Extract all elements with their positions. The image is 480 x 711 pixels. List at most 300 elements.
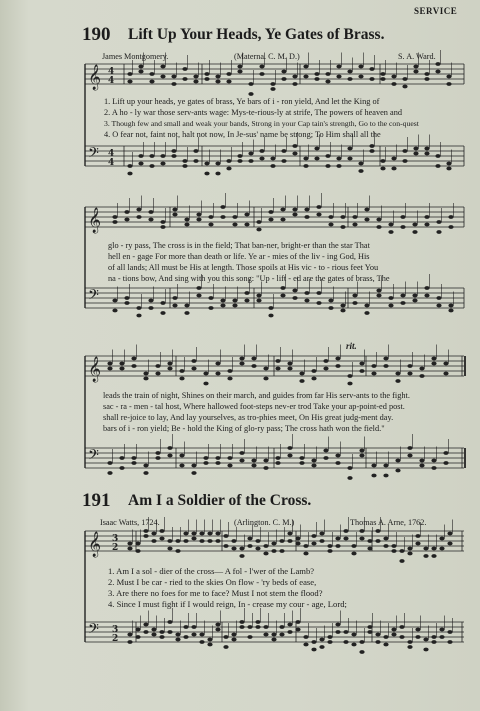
- note-head: [124, 218, 129, 222]
- note-head: [443, 362, 448, 366]
- note-head: [215, 456, 220, 460]
- note-head: [227, 377, 232, 381]
- hymn-title: Lift Up Your Heads, Ye Gates of Brass.: [128, 26, 385, 43]
- hymn-number: 191: [82, 490, 111, 511]
- note-head: [124, 296, 129, 300]
- note-head: [119, 466, 124, 470]
- note-head: [256, 220, 261, 224]
- note-head: [270, 87, 275, 91]
- note-head: [424, 223, 429, 227]
- bass-clef-icon: 𝄢: [88, 145, 99, 165]
- svg-text:3: 3: [112, 534, 119, 544]
- note-head: [232, 215, 237, 219]
- note-head: [303, 643, 308, 647]
- note-head: [328, 306, 333, 310]
- note-head: [268, 218, 273, 222]
- note-head: [107, 367, 112, 371]
- note-head: [383, 474, 388, 478]
- note-head: [167, 446, 172, 450]
- note-head: [347, 147, 352, 151]
- note-head: [223, 635, 228, 639]
- note-head: [303, 75, 308, 79]
- note-head: [316, 291, 321, 295]
- note-head: [402, 159, 407, 163]
- note-head: [371, 474, 376, 478]
- note-head: [412, 223, 417, 227]
- note-head: [112, 309, 117, 313]
- note-head: [359, 650, 364, 654]
- note-head: [215, 623, 220, 627]
- note-head: [280, 208, 285, 212]
- note-head: [303, 164, 308, 168]
- note-head: [443, 461, 448, 465]
- note-head: [375, 633, 380, 637]
- note-head: [184, 311, 189, 315]
- note-head: [151, 532, 156, 536]
- note-head: [352, 223, 357, 227]
- note-head: [131, 364, 136, 368]
- note-head: [448, 215, 453, 219]
- note-head: [193, 75, 198, 79]
- note-head: [167, 547, 172, 551]
- note-head: [131, 456, 136, 460]
- note-head: [199, 539, 204, 543]
- note-head: [314, 77, 319, 81]
- note-head: [335, 623, 340, 627]
- note-head: [207, 643, 212, 647]
- note-head: [407, 372, 412, 376]
- note-head: [292, 296, 297, 300]
- note-head: [335, 544, 340, 548]
- note-head: [412, 299, 417, 303]
- note-head: [304, 208, 309, 212]
- verse-line: 1. Lift up your heads, ye gates of brass, Ye bars of i - ron yield, And let the King of: [104, 97, 380, 106]
- note-head: [351, 633, 356, 637]
- note-head: [367, 547, 372, 551]
- note-head: [319, 638, 324, 642]
- note-head: [391, 82, 396, 86]
- note-head: [143, 534, 148, 538]
- note-head: [223, 534, 228, 538]
- note-head: [311, 534, 316, 538]
- note-head: [311, 464, 316, 468]
- note-head: [431, 640, 436, 644]
- note-head: [443, 372, 448, 376]
- svg-text:4: 4: [108, 67, 115, 77]
- note-head: [231, 547, 236, 551]
- note-head: [325, 154, 330, 158]
- svg-text:4: 4: [108, 76, 115, 86]
- note-head: [215, 172, 220, 176]
- note-head: [151, 633, 156, 637]
- note-head: [343, 640, 348, 644]
- note-head: [244, 213, 249, 217]
- note-head: [439, 537, 444, 541]
- note-head: [256, 294, 261, 298]
- note-head: [215, 532, 220, 536]
- note-head: [423, 547, 428, 551]
- verse-line: of all lands; All must be His at length. Those spoils at His vic - to - rious feet You: [108, 263, 379, 272]
- note-head: [199, 640, 204, 644]
- note-head: [191, 359, 196, 363]
- note-head: [239, 620, 244, 624]
- note-head: [376, 289, 381, 293]
- note-head: [148, 306, 153, 310]
- note-head: [303, 552, 308, 556]
- note-head: [347, 382, 352, 386]
- note-head: [325, 72, 330, 76]
- note-head: [369, 144, 374, 148]
- note-head: [383, 643, 388, 647]
- note-head: [443, 451, 448, 455]
- note-head: [292, 208, 297, 212]
- note-head: [138, 162, 143, 166]
- note-head: [191, 537, 196, 541]
- note-head: [193, 149, 198, 153]
- note-head: [335, 461, 340, 465]
- verse-line: 2. A ho - ly war those serv-ants wage: Mys-te-rious-ly at strife, The powers of heaven and: [104, 108, 402, 117]
- verse-line: 4. Since I must fight if I would reign, In - crease my cour - age, Lord;: [108, 599, 347, 609]
- note-head: [227, 456, 232, 460]
- tune-credit: (Materna. C. M. D.): [234, 52, 300, 61]
- note-head: [172, 213, 177, 217]
- note-head: [359, 362, 364, 366]
- note-head: [303, 635, 308, 639]
- note-head: [340, 304, 345, 308]
- note-head: [155, 372, 160, 376]
- note-head: [400, 215, 405, 219]
- note-head: [347, 374, 352, 378]
- composer-credit: S. A. Ward.: [398, 52, 436, 61]
- note-head: [448, 304, 453, 308]
- note-head: [400, 301, 405, 305]
- note-head: [131, 357, 136, 361]
- note-head: [220, 304, 225, 308]
- note-head: [159, 635, 164, 639]
- note-head: [314, 147, 319, 151]
- note-head: [303, 544, 308, 548]
- note-head: [439, 628, 444, 632]
- note-head: [364, 208, 369, 212]
- note-head: [237, 154, 242, 158]
- note-head: [327, 549, 332, 553]
- note-head: [215, 80, 220, 84]
- treble-clef-icon: 𝄞: [88, 65, 102, 90]
- note-head: [327, 544, 332, 548]
- note-head: [259, 72, 264, 76]
- note-head: [424, 215, 429, 219]
- note-head: [375, 539, 380, 543]
- note-head: [446, 75, 451, 79]
- note-head: [160, 65, 165, 69]
- composer-credit: Thomas A. Arne, 1762.: [350, 518, 427, 527]
- note-head: [376, 294, 381, 298]
- note-head: [248, 152, 253, 156]
- note-head: [255, 620, 260, 624]
- note-head: [193, 80, 198, 84]
- note-head: [388, 304, 393, 308]
- note-head: [424, 77, 429, 81]
- note-head: [325, 164, 330, 168]
- note-head: [268, 210, 273, 214]
- treble-clef-icon: 𝄞: [88, 532, 102, 557]
- note-head: [371, 372, 376, 376]
- note-head: [424, 147, 429, 151]
- note-head: [380, 159, 385, 163]
- note-head: [220, 215, 225, 219]
- note-head: [287, 630, 292, 634]
- note-head: [347, 476, 352, 480]
- note-head: [182, 77, 187, 81]
- note-head: [127, 640, 132, 644]
- note-head: [328, 215, 333, 219]
- note-head: [424, 72, 429, 76]
- note-head: [248, 82, 253, 86]
- note-head: [271, 633, 276, 637]
- note-head: [388, 230, 393, 234]
- note-head: [182, 164, 187, 168]
- note-head: [292, 152, 297, 156]
- note-head: [347, 77, 352, 81]
- note-head: [323, 456, 328, 460]
- note-head: [419, 459, 424, 463]
- note-head: [383, 635, 388, 639]
- note-head: [204, 77, 209, 81]
- note-head: [447, 532, 452, 536]
- note-head: [271, 542, 276, 546]
- verse-line: sac - ra - men - tal host, Where hallowed foot-steps nev-er trod Take your ap-point-ed post.: [103, 402, 405, 411]
- note-head: [311, 369, 316, 373]
- note-head: [135, 542, 140, 546]
- note-head: [149, 80, 154, 84]
- note-head: [127, 80, 132, 84]
- note-head: [183, 635, 188, 639]
- note-head: [399, 635, 404, 639]
- note-head: [279, 633, 284, 637]
- note-head: [172, 304, 177, 308]
- note-head: [160, 301, 165, 305]
- note-head: [399, 625, 404, 629]
- svg-text:2: 2: [112, 634, 119, 644]
- note-head: [419, 367, 424, 371]
- note-head: [391, 157, 396, 161]
- note-head: [119, 367, 124, 371]
- note-head: [239, 547, 244, 551]
- note-head: [447, 630, 452, 634]
- note-head: [256, 228, 261, 232]
- note-head: [412, 294, 417, 298]
- note-head: [251, 364, 256, 368]
- note-head: [215, 75, 220, 79]
- note-head: [371, 364, 376, 368]
- note-head: [292, 289, 297, 293]
- bass-clef-icon: 𝄢: [88, 447, 99, 467]
- note-head: [136, 314, 141, 318]
- note-head: [155, 364, 160, 368]
- note-head: [383, 357, 388, 361]
- note-head: [247, 544, 252, 548]
- verse-line: na - tions bow, And sing with you this song: "Up - lift - ed are the gates of brass, The: [108, 274, 390, 283]
- note-head: [292, 144, 297, 148]
- note-head: [237, 65, 242, 69]
- note-head: [203, 456, 208, 460]
- note-head: [419, 464, 424, 468]
- note-head: [182, 67, 187, 71]
- note-head: [127, 542, 132, 546]
- note-head: [203, 382, 208, 386]
- note-head: [148, 210, 153, 214]
- note-head: [247, 635, 252, 639]
- note-head: [343, 630, 348, 634]
- note-head: [167, 630, 172, 634]
- note-head: [295, 542, 300, 546]
- note-head: [112, 220, 117, 224]
- note-head: [167, 454, 172, 458]
- note-head: [435, 164, 440, 168]
- note-head: [263, 633, 268, 637]
- note-head: [358, 169, 363, 173]
- note-head: [287, 623, 292, 627]
- note-head: [255, 539, 260, 543]
- note-head: [179, 454, 184, 458]
- note-head: [215, 539, 220, 543]
- note-head: [143, 529, 148, 533]
- note-head: [143, 372, 148, 376]
- note-head: [172, 296, 177, 300]
- note-head: [148, 299, 153, 303]
- note-head: [175, 539, 180, 543]
- note-head: [172, 208, 177, 212]
- note-head: [436, 304, 441, 308]
- note-head: [295, 628, 300, 632]
- note-head: [268, 314, 273, 318]
- note-head: [135, 635, 140, 639]
- note-head: [244, 291, 249, 295]
- note-head: [256, 299, 261, 303]
- note-head: [359, 537, 364, 541]
- note-head: [149, 164, 154, 168]
- note-head: [391, 75, 396, 79]
- note-head: [400, 294, 405, 298]
- note-head: [151, 539, 156, 543]
- note-head: [314, 72, 319, 76]
- note-head: [239, 362, 244, 366]
- note-head: [415, 628, 420, 632]
- note-head: [191, 367, 196, 371]
- note-head: [204, 162, 209, 166]
- note-head: [413, 147, 418, 151]
- note-head: [247, 537, 252, 541]
- note-head: [327, 635, 332, 639]
- note-head: [304, 291, 309, 295]
- note-head: [143, 623, 148, 627]
- note-head: [223, 544, 228, 548]
- note-head: [413, 152, 418, 156]
- note-head: [160, 162, 165, 166]
- note-head: [352, 215, 357, 219]
- note-head: [107, 461, 112, 465]
- note-head: [159, 630, 164, 634]
- note-head: [191, 633, 196, 637]
- note-head: [402, 85, 407, 89]
- note-head: [343, 537, 348, 541]
- note-head: [364, 304, 369, 308]
- note-head: [423, 554, 428, 558]
- note-head: [431, 466, 436, 470]
- note-head: [359, 529, 364, 533]
- note-head: [167, 620, 172, 624]
- verse-line: 1. Am I a sol - dier of the cross— A fol - l'wer of the Lamb?: [108, 566, 315, 576]
- note-head: [268, 306, 273, 310]
- note-head: [107, 362, 112, 366]
- note-head: [279, 549, 284, 553]
- note-head: [447, 542, 452, 546]
- note-head: [220, 205, 225, 209]
- note-head: [323, 359, 328, 363]
- note-head: [388, 296, 393, 300]
- note-head: [336, 75, 341, 79]
- note-head: [367, 539, 372, 543]
- note-head: [179, 369, 184, 373]
- note-heads: [107, 50, 453, 654]
- note-head: [311, 640, 316, 644]
- note-head: [226, 72, 231, 76]
- note-head: [304, 299, 309, 303]
- treble-clef-icon: 𝄞: [88, 357, 102, 382]
- note-head: [226, 159, 231, 163]
- note-head: [281, 159, 286, 163]
- note-head: [239, 357, 244, 361]
- note-head: [203, 372, 208, 376]
- verse-line: hell en - gage For more than death or life. Ye ar - mies of the liv - ing God, His: [108, 252, 370, 261]
- note-head: [226, 167, 231, 171]
- note-head: [311, 542, 316, 546]
- note-head: [183, 532, 188, 536]
- note-head: [138, 154, 143, 158]
- note-head: [281, 149, 286, 153]
- note-head: [327, 640, 332, 644]
- note-head: [435, 70, 440, 74]
- note-head: [280, 286, 285, 290]
- note-head: [207, 638, 212, 642]
- svg-text:4: 4: [108, 158, 115, 168]
- note-head: [263, 466, 268, 470]
- note-head: [391, 628, 396, 632]
- verse-line: 2. Must I be car - ried to the skies On flow - 'ry beds of ease,: [108, 577, 317, 587]
- note-head: [263, 544, 268, 548]
- note-head: [112, 299, 117, 303]
- note-head: [143, 377, 148, 381]
- note-head: [446, 162, 451, 166]
- note-head: [215, 628, 220, 632]
- svg-text:4: 4: [108, 149, 115, 159]
- note-head: [436, 230, 441, 234]
- note-head: [431, 362, 436, 366]
- note-head: [399, 549, 404, 553]
- note-head: [179, 377, 184, 381]
- note-head: [340, 309, 345, 313]
- note-head: [279, 539, 284, 543]
- note-head: [292, 213, 297, 217]
- note-head: [358, 75, 363, 79]
- note-head: [343, 529, 348, 533]
- note-head: [299, 372, 304, 376]
- note-head: [191, 532, 196, 536]
- note-head: [292, 82, 297, 86]
- note-head: [280, 294, 285, 298]
- note-head: [413, 65, 418, 69]
- note-head: [204, 172, 209, 176]
